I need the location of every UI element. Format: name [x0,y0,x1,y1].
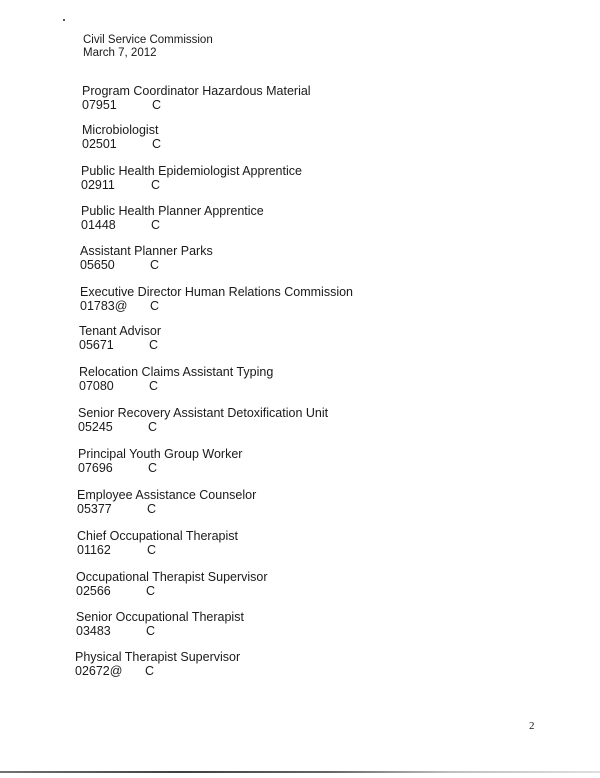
job-class: C [152,98,162,112]
job-class: C [150,258,160,272]
job-class: C [152,137,162,151]
job-class: C [148,420,158,434]
document-header [83,34,213,60]
scan-speck [63,19,65,21]
job-code: 01162 [77,543,111,557]
job-code: 05377 [77,502,112,516]
job-title: Occupational Therapist Supervisor [76,570,268,584]
job-class: C [145,664,155,678]
job-entry [79,365,273,393]
job-code: 05650 [80,258,115,272]
job-class: C [149,379,159,393]
page-number: 2 [529,720,535,732]
job-entry [78,406,328,434]
job-title: Relocation Claims Assistant Typing [79,365,274,379]
job-title: Program Coordinator Hazardous Material [82,84,311,98]
job-title: Tenant Advisor [79,324,161,338]
job-entry [77,529,238,557]
job-title: Principal Youth Group Worker [78,447,243,461]
job-class: C [150,299,160,313]
job-entry [76,570,268,598]
job-entry [81,164,302,192]
job-class: C [149,338,159,352]
job-title: Chief Occupational Therapist [77,529,238,543]
job-title: Senior Occupational Therapist [76,610,244,624]
job-title: Microbiologist [82,123,159,137]
job-class: C [151,218,161,232]
job-class: C [151,178,161,192]
job-class: C [148,461,158,475]
job-code: 03483 [76,624,111,638]
job-class: C [147,502,157,516]
job-entry [80,285,353,313]
job-title: Assistant Planner Parks [80,244,213,258]
organization-name: Civil Service Commission [83,34,213,46]
job-code: 02501 [82,137,117,151]
job-title: Executive Director Human Relations Commission [80,285,354,299]
job-title: Physical Therapist Supervisor [75,650,241,664]
job-code: 02911 [81,178,115,192]
job-title: Senior Recovery Assistant Detoxification Unit [78,406,329,420]
footer-rule [0,771,600,773]
job-code: 07696 [78,461,113,475]
job-entry [77,488,256,516]
job-class: C [147,543,157,557]
job-entry [81,204,264,232]
job-title: Public Health Epidemiologist Apprentice [81,164,302,178]
job-entry [80,244,213,272]
job-code: 07080 [79,379,114,393]
job-code: 01448 [81,218,116,232]
job-code: 02672@ [75,664,123,678]
job-entry [82,84,311,112]
job-code: 05671 [79,338,114,352]
job-code: 02566 [76,584,111,598]
job-class: C [146,624,156,638]
job-code: 07951 [82,98,117,112]
job-class: C [146,584,156,598]
job-entry [82,123,161,151]
job-code: 05245 [78,420,113,434]
job-entry [76,610,244,638]
job-entry [79,324,161,352]
job-entry [78,447,242,475]
job-entry [75,650,240,678]
job-title: Employee Assistance Counselor [77,488,257,502]
job-code: 01783@ [80,299,128,313]
document-date: March 7, 2012 [83,47,157,59]
job-title: Public Health Planner Apprentice [81,204,264,218]
